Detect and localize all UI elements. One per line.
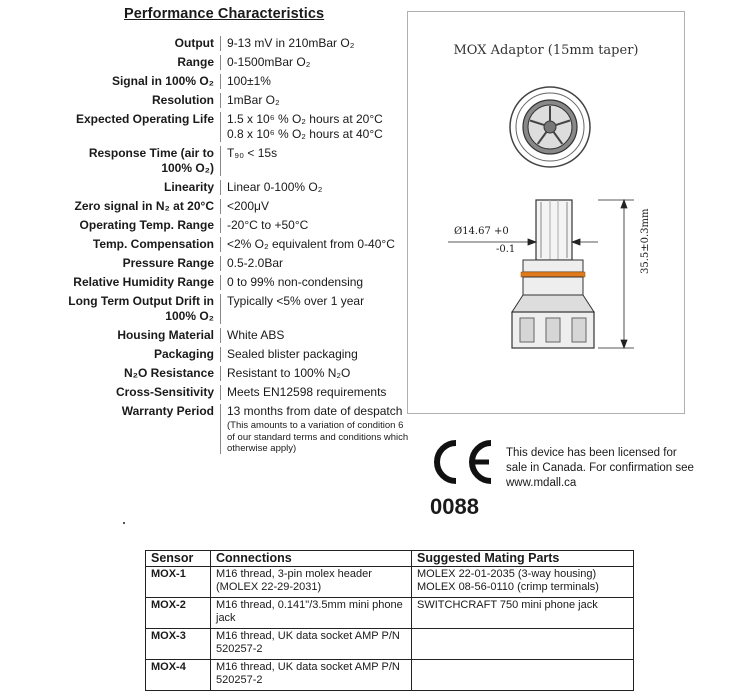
connections-cell: M16 thread, 3-pin molex header (MOLEX 22-29-2031) bbox=[211, 567, 412, 598]
column-header: Connections bbox=[211, 551, 412, 567]
spec-value bbox=[221, 404, 412, 455]
spec-value: Sealed blister packaging bbox=[227, 347, 358, 361]
dim-tol-minus: -0.1 bbox=[496, 244, 516, 255]
canada-license-note: This device has been licensed for sale in Canada. For confirmation see www.mdall.ca bbox=[506, 447, 694, 489]
mating-cell bbox=[412, 660, 634, 691]
table-row bbox=[146, 567, 634, 598]
ce-mark-icon bbox=[425, 437, 495, 487]
page-title: Performance Characteristics bbox=[124, 6, 325, 22]
spec-row-warranty bbox=[36, 404, 416, 455]
spec-label: Expected Operating Life bbox=[36, 112, 221, 142]
mating-parts-table bbox=[145, 550, 634, 691]
spec-row-range bbox=[36, 55, 416, 70]
connections-cell: M16 thread, UK data socket AMP P/N 520257-2 bbox=[211, 629, 412, 660]
spec-row-packaging bbox=[36, 347, 416, 362]
spec-row-cross bbox=[36, 385, 416, 400]
table-row bbox=[146, 598, 634, 629]
column-header: Sensor bbox=[146, 551, 211, 567]
spec-value: <200μV bbox=[227, 199, 269, 213]
spec-label: Output bbox=[36, 36, 221, 51]
spec-value: 100±1% bbox=[227, 74, 271, 88]
spec-label: Housing Material bbox=[36, 328, 221, 343]
o-ring bbox=[521, 272, 585, 277]
spec-value: White ABS bbox=[227, 328, 285, 342]
spec-label: Warranty Period bbox=[36, 404, 221, 454]
sensor-cell: MOX-1 bbox=[146, 567, 211, 598]
spec-value: 0-1500mBar O₂ bbox=[227, 55, 311, 69]
sensor-cell: MOX-2 bbox=[146, 598, 211, 629]
dim-tol-plus: +0 bbox=[494, 226, 509, 237]
spec-value: Meets EN12598 requirements bbox=[227, 385, 387, 399]
diameter-dimension bbox=[448, 239, 598, 245]
spec-value: T₉₀ < 15s bbox=[227, 146, 278, 160]
table-header-row bbox=[146, 551, 634, 567]
spec-row-humidity bbox=[36, 275, 416, 290]
spec-row-op-temp bbox=[36, 218, 416, 233]
spec-value-line: 1.5 x 10⁶ % O₂ hours at 20°C bbox=[227, 112, 383, 126]
stray-dot bbox=[123, 522, 125, 524]
spec-value: Resistant to 100% N₂O bbox=[227, 366, 351, 380]
spec-value-line: 13 months from date of despatch bbox=[227, 404, 403, 418]
spec-label: Cross-Sensitivity bbox=[36, 385, 221, 400]
spec-value: -20°C to +50°C bbox=[227, 218, 309, 232]
spec-row-life bbox=[36, 112, 416, 142]
mating-cell: SWITCHCRAFT 750 mini phone jack bbox=[412, 598, 634, 629]
adaptor-top-view bbox=[510, 87, 590, 167]
spec-list bbox=[36, 36, 416, 459]
spec-value: Typically <5% over 1 year bbox=[227, 294, 365, 308]
spec-value: 0.5-2.0Bar bbox=[227, 256, 284, 270]
spec-label: N₂O Resistance bbox=[36, 366, 221, 381]
height-dimension bbox=[598, 200, 634, 348]
dim-diameter: Ø14.67 bbox=[454, 226, 491, 237]
spec-row-zero bbox=[36, 199, 416, 214]
spec-value: <2% O₂ equivalent from 0-40°C bbox=[227, 237, 395, 251]
connections-cell: M16 thread, 0.141"/3.5mm mini phone jack bbox=[211, 598, 412, 629]
spec-row-n2o bbox=[36, 366, 416, 381]
spec-value bbox=[221, 112, 383, 142]
spec-label: Temp. Compensation bbox=[36, 237, 221, 252]
warranty-note: (This amounts to a variation of condition 6 of our standard terms and conditions which otherwise apply) bbox=[227, 420, 409, 454]
spec-row-response bbox=[36, 146, 416, 176]
spec-value: 0 to 99% non-condensing bbox=[227, 275, 364, 289]
connections-cell: M16 thread, UK data socket AMP P/N 520257-2 bbox=[211, 660, 412, 691]
spec-row-resolution bbox=[36, 93, 416, 108]
spec-label: Linearity bbox=[36, 180, 221, 195]
spec-value: 9-13 mV in 210mBar O₂ bbox=[227, 36, 355, 50]
sensor-cell: MOX-3 bbox=[146, 629, 211, 660]
spec-label: Resolution bbox=[36, 93, 221, 108]
spec-value-line: 0.8 x 10⁶ % O₂ hours at 40°C bbox=[227, 127, 383, 141]
spec-value: Linear 0-100% O₂ bbox=[227, 180, 323, 194]
spec-label: Operating Temp. Range bbox=[36, 218, 221, 233]
spec-label: Packaging bbox=[36, 347, 221, 362]
spec-label: Relative Humidity Range bbox=[36, 275, 221, 290]
spec-row-housing bbox=[36, 328, 416, 343]
sensor-cell: MOX-4 bbox=[146, 660, 211, 691]
spec-row-drift bbox=[36, 294, 416, 324]
spec-row-output bbox=[36, 36, 416, 51]
adaptor-drawing bbox=[407, 11, 685, 414]
spec-value: 1mBar O₂ bbox=[227, 93, 280, 107]
column-header: Suggested Mating Parts bbox=[412, 551, 634, 567]
spec-row-pressure bbox=[36, 256, 416, 271]
spec-row-linearity bbox=[36, 180, 416, 195]
mating-cell: MOLEX 22-01-2035 (3-way housing) MOLEX 08-56-0110 (crimp terminals) bbox=[412, 567, 634, 598]
spec-label: Response Time (air to 100% O₂) bbox=[36, 146, 221, 176]
spec-label: Signal in 100% O₂ bbox=[36, 74, 221, 89]
dim-diameter-label bbox=[454, 226, 509, 237]
mating-cell bbox=[412, 629, 634, 660]
spec-label: Zero signal in N₂ at 20°C bbox=[36, 199, 221, 214]
dim-height: 35.5±0.3mm bbox=[640, 208, 651, 274]
spec-label: Long Term Output Drift in 100% O₂ bbox=[36, 294, 221, 324]
spec-row-temp-comp bbox=[36, 237, 416, 252]
ce-notified-body-number: 0088 bbox=[430, 494, 479, 519]
drawing-title: MOX Adaptor (15mm taper) bbox=[453, 43, 639, 58]
spec-row-signal bbox=[36, 74, 416, 89]
table-row bbox=[146, 629, 634, 660]
adaptor-side-view bbox=[512, 200, 594, 348]
table-row bbox=[146, 660, 634, 691]
spec-label: Pressure Range bbox=[36, 256, 221, 271]
spec-label: Range bbox=[36, 55, 221, 70]
